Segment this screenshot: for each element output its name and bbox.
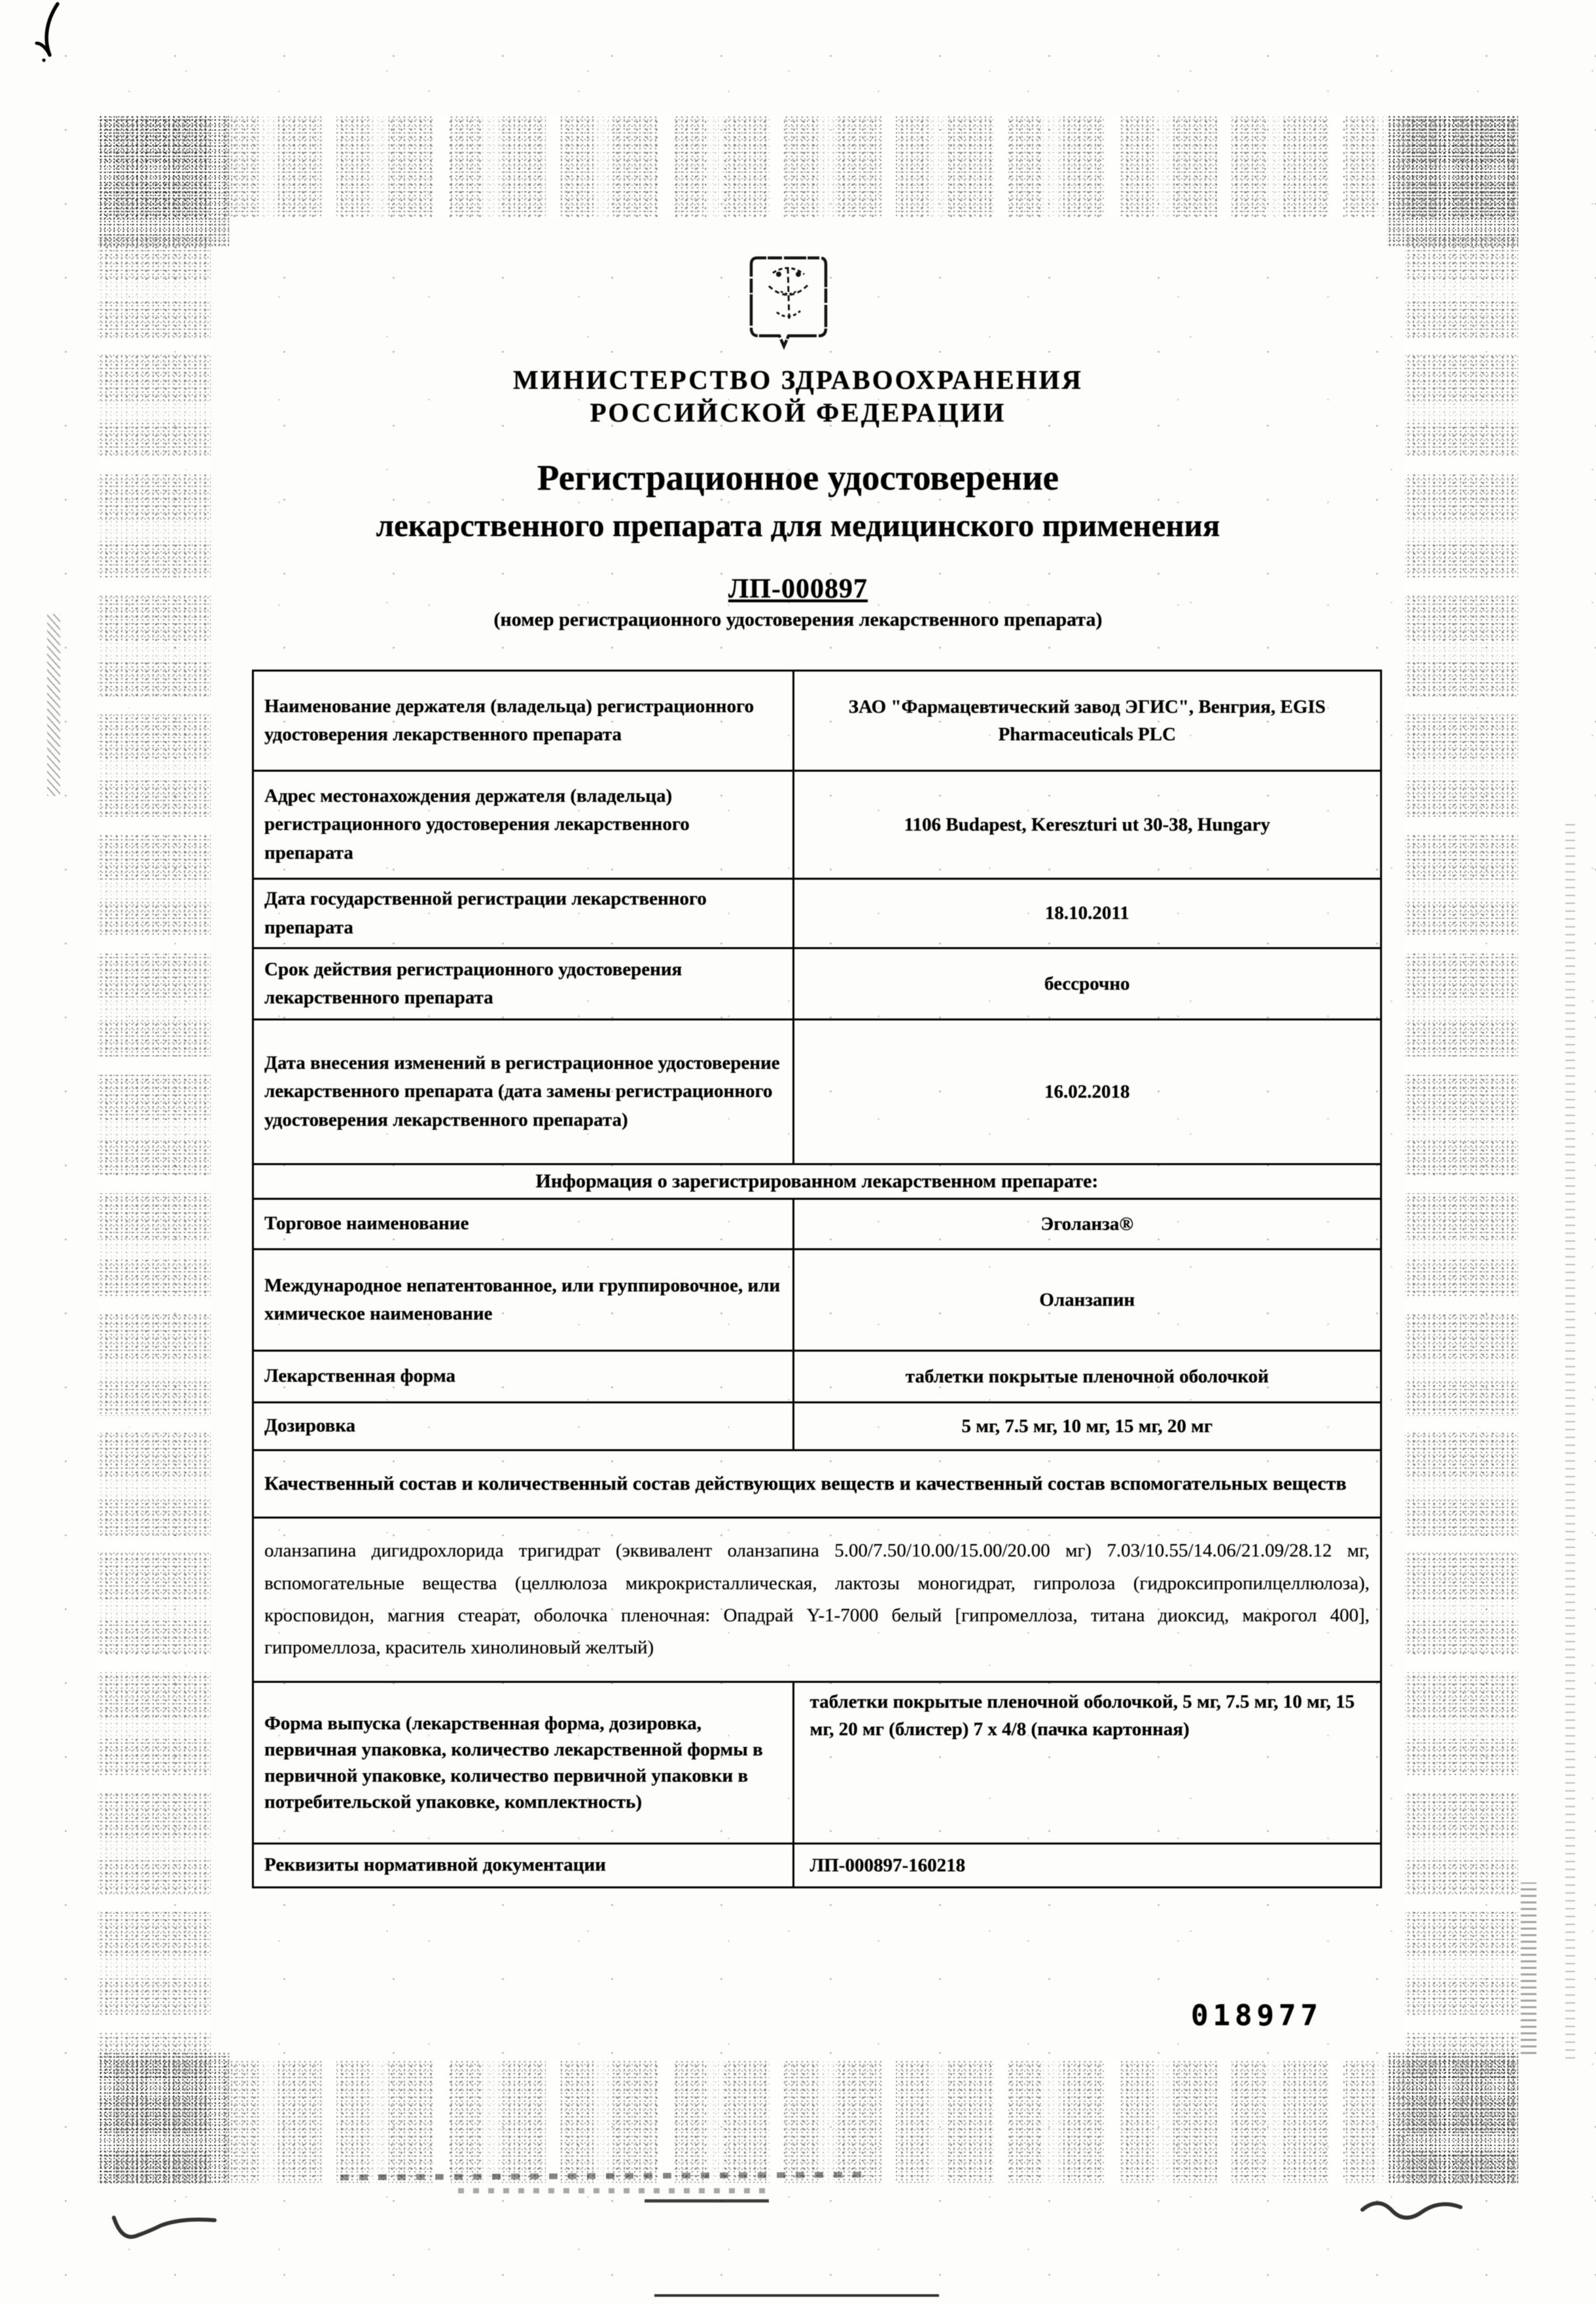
scan-noise-bottom-line (654, 2294, 939, 2297)
row-value: таблетки покрытые пленочной оболочкой (792, 1352, 1380, 1401)
row-value: 18.10.2011 (792, 880, 1380, 947)
row-trade-name (254, 1198, 1380, 1248)
row-value: Эголанза® (792, 1200, 1380, 1248)
ministry-name-line2: РОССИЙСКОЙ ФЕДЕРАЦИИ (590, 397, 1006, 427)
row-value: Оланзапин (792, 1250, 1380, 1350)
row-holder-name (254, 672, 1380, 770)
row-registration-date (254, 878, 1380, 947)
row-label: Международное непатентованное, или группировочное, или химическое наименование (264, 1274, 781, 1324)
registration-number: ЛП-000897 (728, 574, 868, 604)
row-holder-address (254, 770, 1380, 878)
document-title-line1: Регистрационное удостоверение (537, 458, 1059, 497)
row-label: Форма выпуска (лекарственная форма, дозировка, первичная упаковка, количество лекарственной формы в первичной упаковке, количество первичной упаковки в потребительской упаковке, комплектность) (264, 1712, 763, 1813)
row-value: таблетки покрытые пленочной оболочкой, 5 мг, 7.5 мг, 10 мг, 15 мг, 20 мг (блистер) 7 х 4/8 (пачка картонная) (792, 1683, 1380, 1843)
scan-noise-stamp-underline (645, 2199, 769, 2203)
row-dosage (254, 1401, 1380, 1449)
row-label: Реквизиты нормативной документации (264, 1854, 606, 1876)
row-amendment-date (254, 1018, 1380, 1163)
guilloche-border-bottom (98, 2060, 1518, 2183)
scan-noise-right-dots (1565, 818, 1575, 2059)
scan-noise-curl-left (110, 2207, 221, 2245)
guilloche-corner-bottom-left (98, 2052, 229, 2183)
row-dosage-form (254, 1350, 1380, 1401)
registration-table (252, 670, 1382, 1888)
guilloche-corner-top-left (98, 115, 229, 246)
guilloche-corner-top-right (1387, 115, 1518, 246)
row-label: Дозировка (264, 1415, 356, 1437)
scan-noise-stamp-line2 (458, 2188, 772, 2193)
row-label: Адрес местонахождения держателя (владельца) регистрационного удостоверения лекарственного препарата (264, 785, 690, 863)
registration-number-caption: (номер регистрационного удостоверения лекарственного препарата) (493, 609, 1103, 630)
composition-text: оланзапина дигидрохлорида тригидрат (эквивалент оланзапина 5.00/7.50/10.00/15.00/20.00 мг) 7.03/10.55/14.06/21.09/28.12 мг, вспомогательные вещества (целлюлоза микрокристаллическая, лактозы моногидрат, гипролоза (гидроксипропилцеллюлоза), кросповидон, магния стеарат, оболочка пленочная: Опадрай Y-1-7000 белый [гипромеллоза, титана диоксид, макрогол 400], гипромеллоза, краситель хинолиновый желтый) (264, 1540, 1370, 1659)
row-label: Лекарственная форма (264, 1365, 455, 1387)
scan-noise-left-squiggle (47, 614, 60, 796)
row-validity-term (254, 947, 1380, 1018)
scan-noise-right-wave (1521, 1882, 1536, 2054)
row-composition-text (254, 1517, 1380, 1681)
row-label: Дата государственной регистрации лекарственного препарата (264, 888, 707, 938)
guilloche-border-top (98, 115, 1518, 217)
row-value: ЗАО "Фармацевтический завод ЭГИС", Венгрия, EGIS Pharmaceuticals PLC (792, 672, 1380, 770)
section-header: Информация о зарегистрированном лекарственном препарате: (535, 1170, 1099, 1192)
guilloche-corner-bottom-right (1387, 2052, 1518, 2183)
row-value: 5 мг, 7.5 мг, 10 мг, 15 мг, 20 мг (792, 1403, 1380, 1449)
row-normative-docs (254, 1843, 1380, 1886)
scan-noise-curl-right (1358, 2190, 1479, 2231)
row-inn-name (254, 1248, 1380, 1350)
row-label: Дата внесения изменений в регистрационное удостоверение лекарственного препарата (дата замены регистрационного удостоверения лекарственного препарата) (264, 1052, 780, 1130)
composition-header: Качественный состав и количественный состав действующих веществ и качественный состав вспомогательных веществ (264, 1473, 1347, 1494)
russia-coat-of-arms-emblem (747, 254, 830, 355)
row-label: Срок действия регистрационного удостоверения лекарственного препарата (264, 958, 683, 1008)
row-composition-header (254, 1449, 1380, 1517)
row-value: 16.02.2018 (792, 1020, 1380, 1163)
row-label: Наименование держателя (владельца) регистрационного удостоверения лекарственного препарата (264, 695, 754, 745)
handwritten-mark-icon (17, 0, 77, 63)
row-value: 1106 Budapest, Kereszturi ut 30-38, Hungary (792, 772, 1380, 878)
row-value: ЛП-000897-160218 (792, 1845, 1380, 1886)
serial-number: 018977 (1191, 1999, 1322, 2032)
row-value: бессрочно (792, 949, 1380, 1018)
row-label: Торговое наименование (264, 1213, 469, 1234)
row-release-form (254, 1681, 1380, 1843)
ministry-name-line1: МИНИСТЕРСТВО ЗДРАВООХРАНЕНИЯ (513, 365, 1083, 395)
row-section-info-header (254, 1163, 1380, 1198)
document-title-line2: лекарственного препарата для медицинского применения (376, 507, 1220, 543)
